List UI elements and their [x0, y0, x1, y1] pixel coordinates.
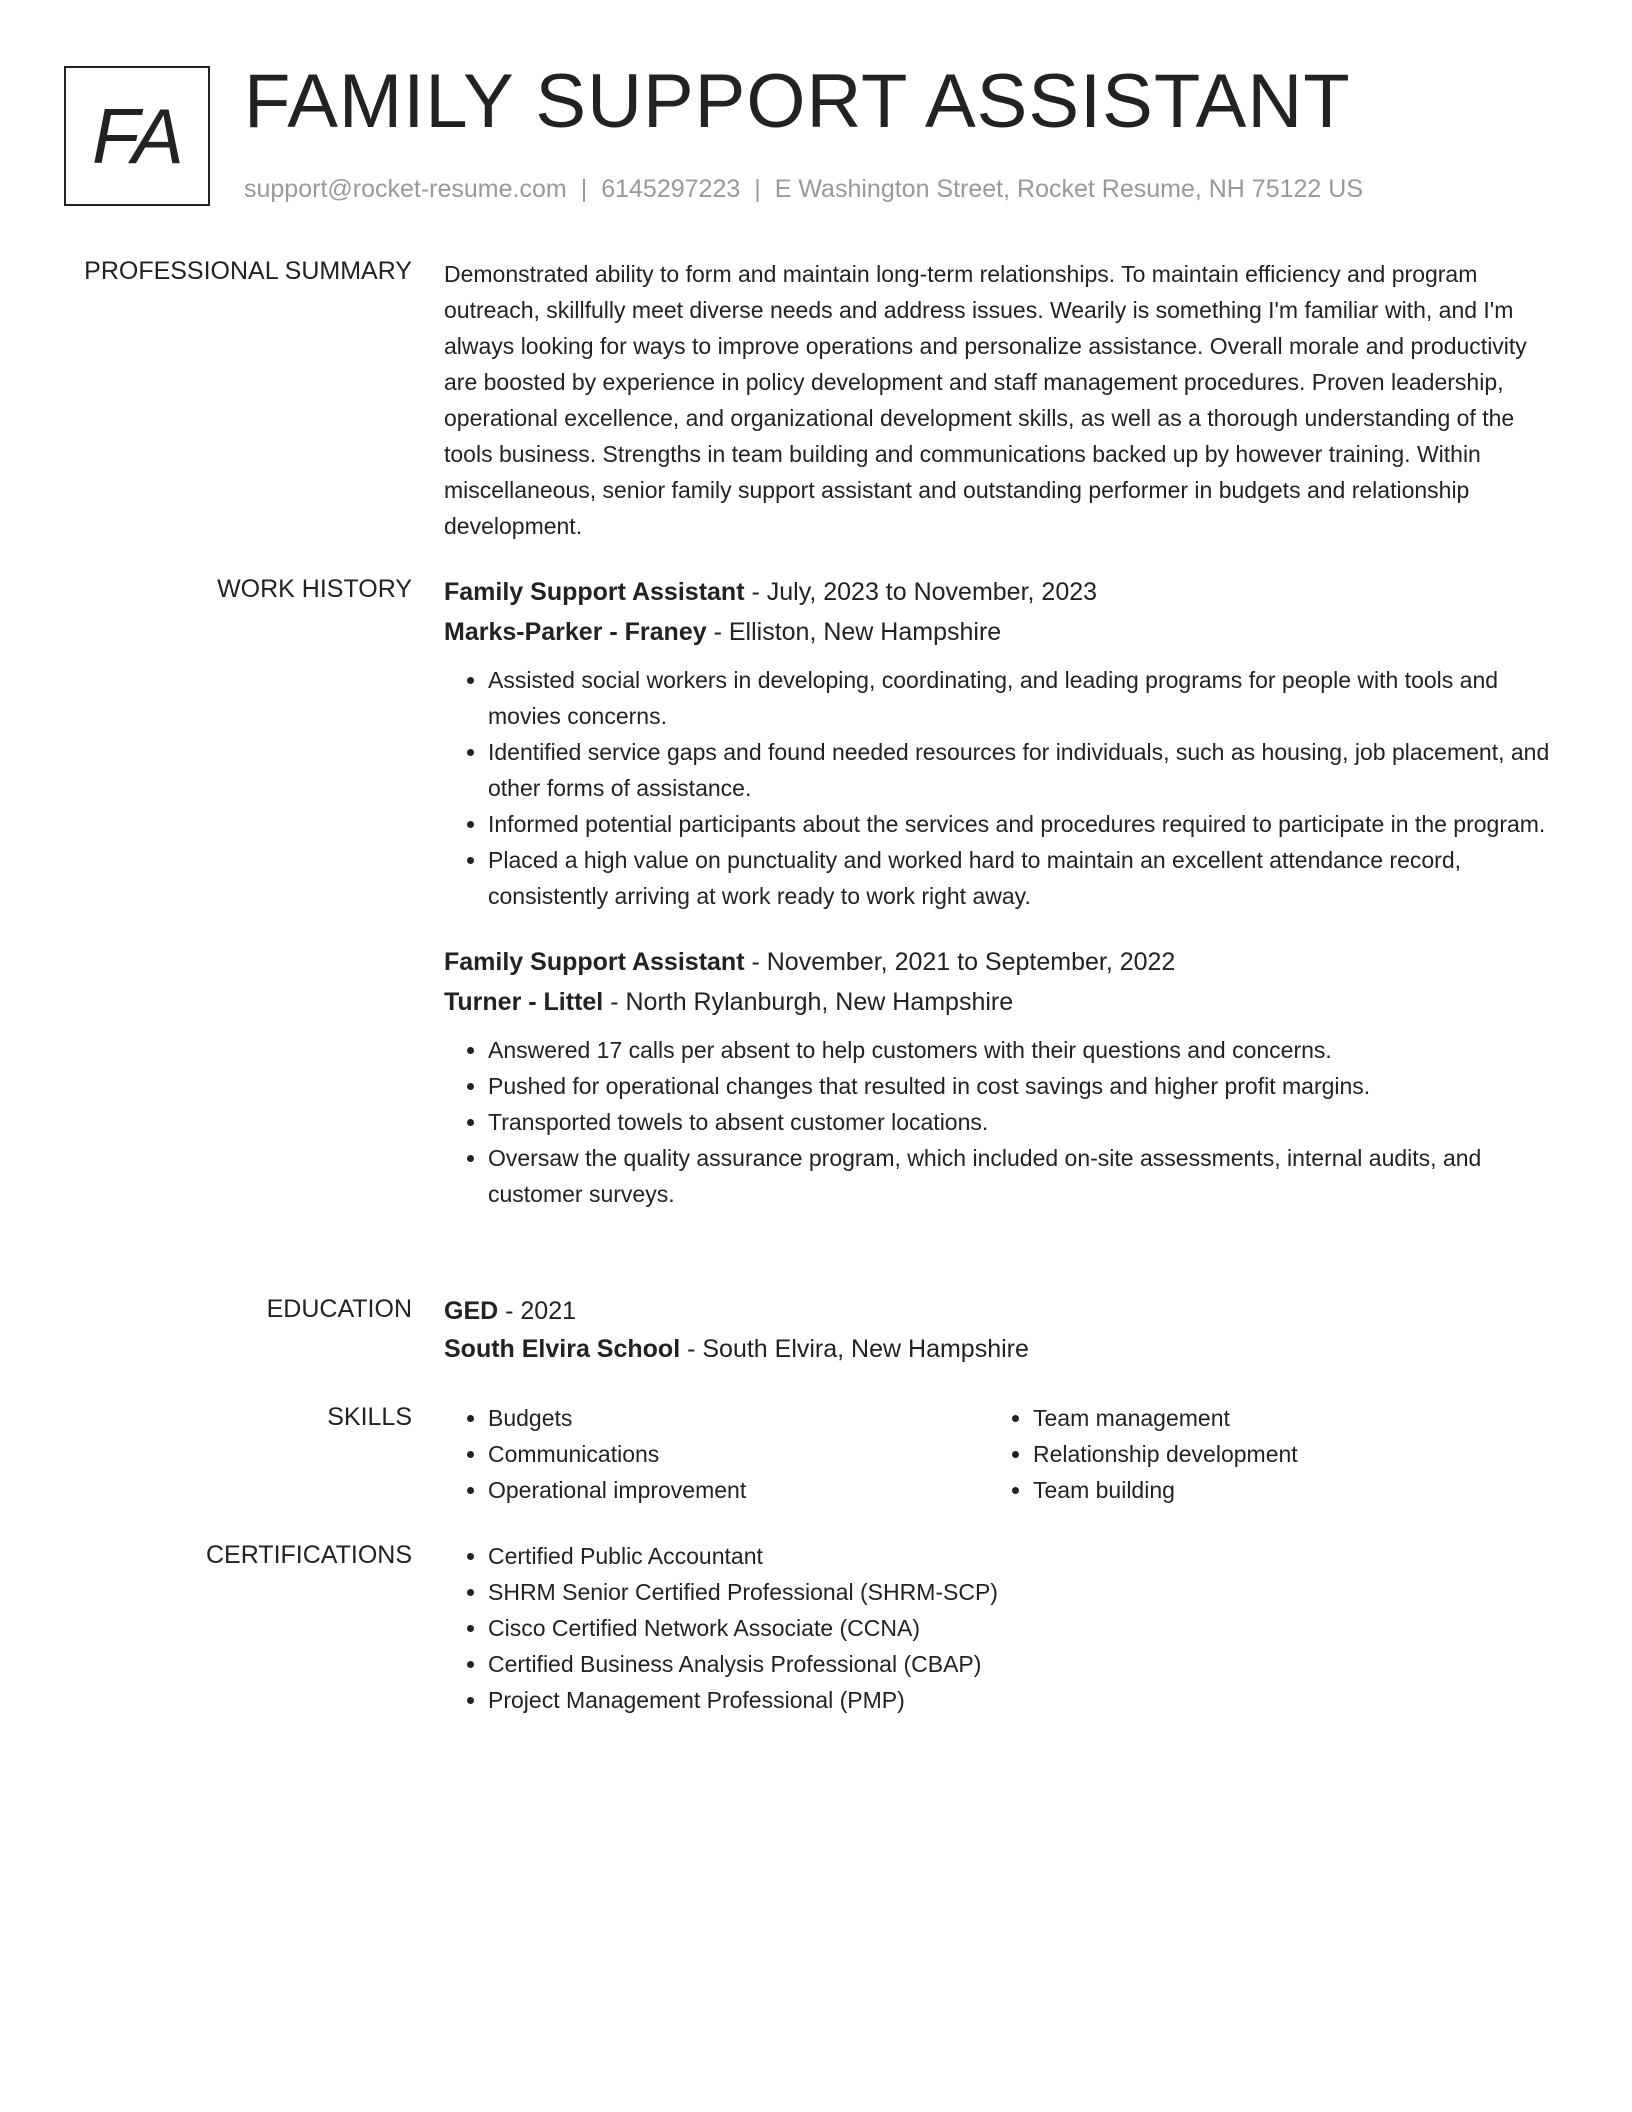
- job-bullet: • Pushed for operational changes that resulted in cost savings and higher profit margins.: [488, 1068, 1554, 1104]
- job-bullets: [444, 662, 1554, 914]
- summary-body: [444, 254, 1554, 544]
- section-label-education: EDUCATION: [266, 1295, 412, 1323]
- skill-item: • Budgets: [488, 1400, 989, 1436]
- education-school: South Elvira School: [444, 1335, 681, 1363]
- certification-item: • Project Management Professional (PMP): [488, 1682, 1554, 1718]
- job-entry: [444, 572, 1554, 914]
- summary-text: Demonstrated ability to form and maintain long-term relationships. To maintain efficiency and program outreach, skillfully meet diverse needs and address issues. Wearily is something I'm familiar with, and I'm always looking for ways to improve operations and personalize assistance. Overall morale and productivity are boosted by experience in policy development and staff management procedures. Proven leadership, operational excellence, and organizational development skills, as well as a thorough understanding of the tools business. Strengths in team building and communications backed up by however training. Within miscellaneous, senior family support assistant and outstanding performer in budgets and relationship development.: [444, 261, 1527, 539]
- certification-item: • Certified Public Accountant: [488, 1538, 1554, 1574]
- certification-item: • Cisco Certified Network Associate (CCNA): [488, 1610, 1554, 1646]
- section-label-skills: SKILLS: [327, 1403, 412, 1431]
- skill-item: • Team building: [1033, 1472, 1534, 1508]
- contact-separator: |: [580, 175, 588, 203]
- resume-title: FAMILY SUPPORT ASSISTANT: [244, 59, 1351, 144]
- skill-item: • Relationship development: [1033, 1436, 1534, 1472]
- job-location: - Elliston, New Hampshire: [706, 618, 1002, 646]
- certification-item: • Certified Business Analysis Professional (CBAP): [488, 1646, 1554, 1682]
- job-bullet: • Placed a high value on punctuality and worked hard to maintain an excellent attendance record, consistently arriving at work ready to work right away.: [488, 842, 1554, 914]
- skills-body: [444, 1400, 1554, 1508]
- job-company: Turner - Littel: [444, 988, 604, 1016]
- education-location: - South Elvira, New Hampshire: [680, 1335, 1029, 1363]
- job-dates: - November, 2021 to September, 2022: [744, 948, 1176, 976]
- skills-list-left: [444, 1400, 989, 1508]
- education-year: - 2021: [498, 1297, 577, 1325]
- work-history-body: [444, 572, 1554, 1212]
- skills-grid: [444, 1400, 1554, 1508]
- section-label-work-history: WORK HISTORY: [217, 575, 412, 603]
- job-title-line: [444, 572, 1554, 612]
- job-company-line: [444, 982, 1554, 1022]
- contact-separator: |: [754, 175, 761, 203]
- job-bullet: • Identified service gaps and found needed resources for individuals, such as housing, job placement, and other forms of assistance.: [488, 734, 1554, 806]
- monogram-logo: FA: [64, 66, 210, 206]
- skill-item: • Operational improvement: [488, 1472, 989, 1508]
- contact-line: [244, 174, 1363, 204]
- job-title-line: [444, 942, 1554, 982]
- job-bullets: [444, 1032, 1554, 1212]
- job-company: Marks-Parker - Franey: [444, 618, 707, 646]
- education-degree-line: [444, 1292, 1554, 1330]
- job-title: Family Support Assistant: [444, 948, 745, 976]
- job-bullet: • Transported towels to absent customer locations.: [488, 1104, 1554, 1140]
- section-label-certifications: CERTIFICATIONS: [205, 1541, 412, 1569]
- certifications-list: [444, 1538, 1554, 1718]
- certifications-body: [444, 1538, 1554, 1718]
- job-bullet: • Answered 17 calls per absent to help customers with their questions and concerns.: [488, 1032, 1554, 1068]
- skill-item: • Team management: [1033, 1400, 1534, 1436]
- certification-item: • SHRM Senior Certified Professional (SHRM-SCP): [488, 1574, 1554, 1610]
- education-degree: GED: [444, 1297, 499, 1325]
- education-body: [444, 1292, 1554, 1368]
- skills-list-right: [989, 1400, 1534, 1508]
- job-dates: - July, 2023 to November, 2023: [744, 578, 1098, 606]
- job-company-line: [444, 612, 1554, 652]
- job-title: Family Support Assistant: [444, 578, 745, 606]
- contact-email[interactable]: support@rocket-resume.com: [244, 175, 567, 203]
- section-label-summary: PROFESSIONAL SUMMARY: [84, 257, 412, 285]
- job-location: - North Rylanburgh, New Hampshire: [603, 988, 1014, 1016]
- contact-address: E Washington Street, Rocket Resume, NH 75122 US: [774, 175, 1363, 203]
- contact-phone[interactable]: 6145297223: [601, 175, 741, 203]
- job-bullet: • Oversaw the quality assurance program, which included on-site assessments, internal audits, and customer surveys.: [488, 1140, 1554, 1212]
- job-bullet: • Assisted social workers in developing, coordinating, and leading programs for people with tools and movies concerns.: [488, 662, 1554, 734]
- job-entry: [444, 942, 1554, 1212]
- education-school-line: [444, 1330, 1554, 1368]
- job-bullet: • Informed potential participants about the services and procedures required to participate in the program.: [488, 806, 1554, 842]
- skill-item: • Communications: [488, 1436, 989, 1472]
